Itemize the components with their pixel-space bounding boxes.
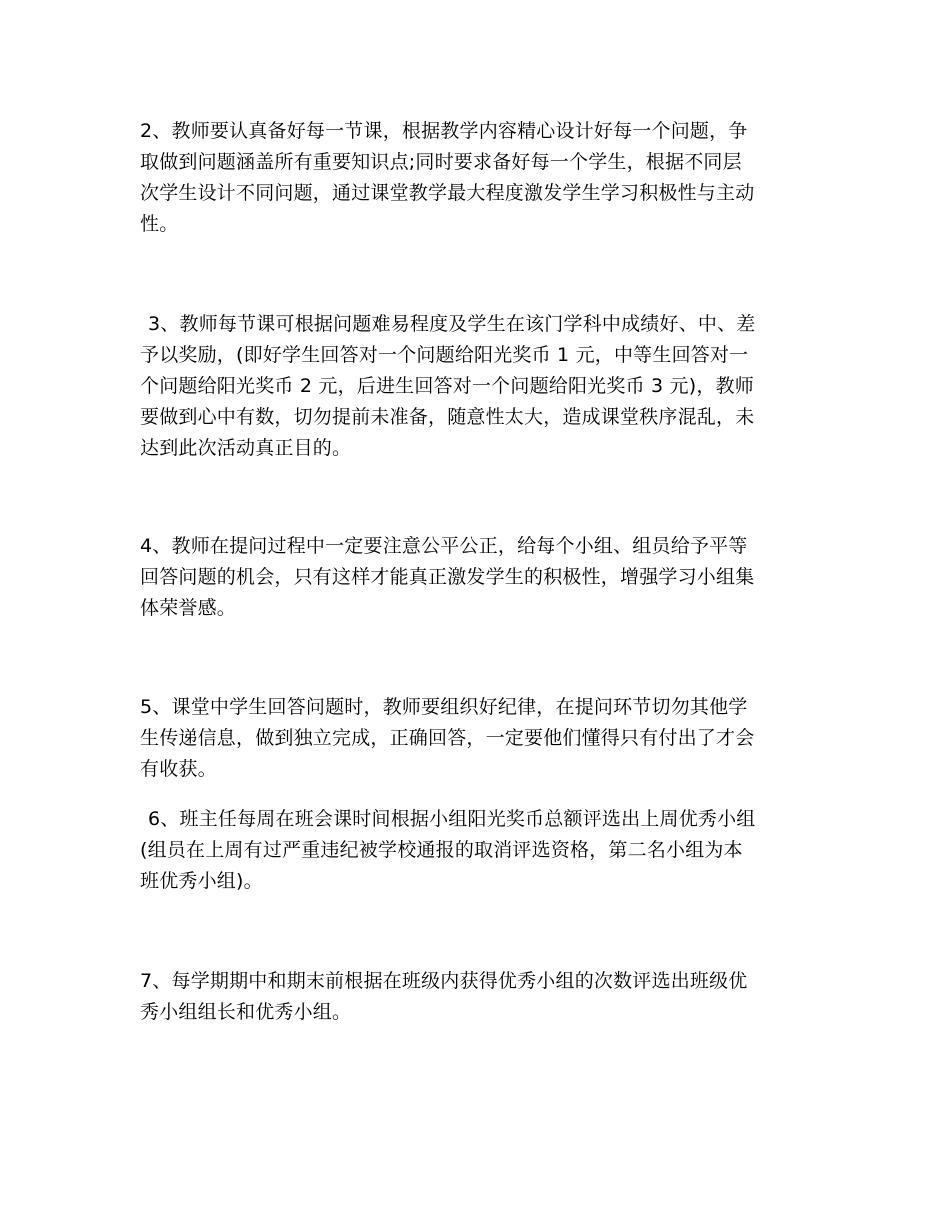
- paragraph-line: 有收获。: [140, 758, 217, 780]
- paragraph-line: 7、每学期期中和期末前根据在班级内获得优秀小组的次数评选出班级优: [140, 970, 748, 992]
- paragraph-item-2: [140, 116, 820, 240]
- paragraph-line: 回答问题的机会，只有这样才能真正激发学生的积极性，增强学习小组集: [140, 566, 755, 588]
- paragraph-line: 要做到心中有数，切勿提前未准备，随意性太大，造成课堂秩序混乱，未: [140, 406, 755, 428]
- paragraph-item-6: [140, 804, 820, 897]
- paragraph-line: 次学生设计不同问题，通过课堂教学最大程度激发学生学习积极性与主动: [140, 182, 755, 204]
- paragraph-line: 秀小组组长和优秀小组。: [140, 1001, 352, 1023]
- paragraph-line: 4、教师在提问过程中一定要注意公平公正，给每个小组、组员给予平等: [140, 535, 748, 557]
- paragraph-item-5: [140, 692, 820, 785]
- paragraph-line: 3、教师每节课可根据问题难易程度及学生在该门学科中成绩好、中、差: [148, 313, 756, 335]
- paragraph-line: 个问题给阳光奖币 2 元，后进生回答对一个问题给阳光奖币 3 元)，教师: [140, 375, 754, 397]
- paragraph-item-7: [140, 966, 820, 1028]
- paragraph-line: (组员在上周有过严重违纪被学校通报的取消评选资格，第二名小组为本: [140, 839, 743, 861]
- paragraph-line: 予以奖励，(即好学生回答对一个问题给阳光奖币 1 元，中等生回答对一: [140, 344, 749, 366]
- paragraph-item-4: [140, 531, 820, 624]
- paragraph-line: 5、课堂中学生回答问题时，教师要组织好纪律，在提问环节切勿其他学: [140, 696, 748, 718]
- paragraph-line: 6、班主任每周在班会课时间根据小组阳光奖币总额评选出上周优秀小组: [148, 808, 756, 830]
- paragraph-line: 性。: [140, 213, 179, 235]
- paragraph-line: 生传递信息，做到独立完成，正确回答，一定要他们懂得只有付出了才会: [140, 727, 755, 749]
- paragraph-item-3: [140, 309, 820, 464]
- paragraph-line: 班优秀小组)。: [140, 870, 263, 892]
- paragraph-line: 取做到问题涵盖所有重要知识点;同时要求备好每一个学生，根据不同层: [140, 151, 742, 173]
- paragraph-line: 体荣誉感。: [140, 597, 237, 619]
- paragraph-line: 达到此次活动真正目的。: [140, 437, 352, 459]
- paragraph-line: 2、教师要认真备好每一节课，根据教学内容精心设计好每一个问题，争: [140, 120, 748, 142]
